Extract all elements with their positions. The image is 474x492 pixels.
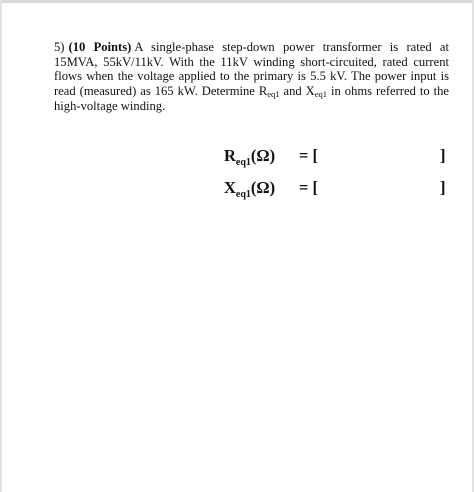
question-body-part2: and X <box>279 83 315 98</box>
answer-unit: (Ω) <box>250 178 276 197</box>
answer-equals-open-bracket: = [ <box>299 146 319 165</box>
answer-row-xeq <box>224 178 449 202</box>
answer-subscript: eq1 <box>235 157 251 168</box>
page-left-border <box>0 0 2 492</box>
answer-label-xeq <box>224 178 275 198</box>
subscript-r: eq1 <box>267 88 280 99</box>
answer-equals-open-bracket: = [ <box>299 178 319 197</box>
answer-unit: (Ω) <box>250 146 276 165</box>
answer-symbol: X <box>224 178 236 197</box>
answer-symbol: R <box>224 146 236 165</box>
question-body-part1: A single-phase step-down power transformer is rated at 15MVA, 55kV/11kV. With the 11kV winding short-circuited, rated current flows when the voltage applied to the primary is 5.5 kV. The power input is read (measured) as 165 kW. Determine R <box>54 40 450 98</box>
question-number: 5) <box>54 40 65 54</box>
answer-row-req <box>224 146 449 170</box>
subscript-x: eq1 <box>314 88 328 99</box>
question-body-part3: in ohms referred to the high-voltage winding. <box>54 83 450 114</box>
answer-close-bracket: ] <box>440 146 446 165</box>
page-top-border <box>0 0 474 3</box>
answer-close-bracket: ] <box>440 178 446 197</box>
question-text <box>54 40 449 114</box>
answer-subscript: eq1 <box>235 189 251 200</box>
question-points: (10 Points) <box>68 40 132 54</box>
answer-label-req <box>224 146 275 166</box>
